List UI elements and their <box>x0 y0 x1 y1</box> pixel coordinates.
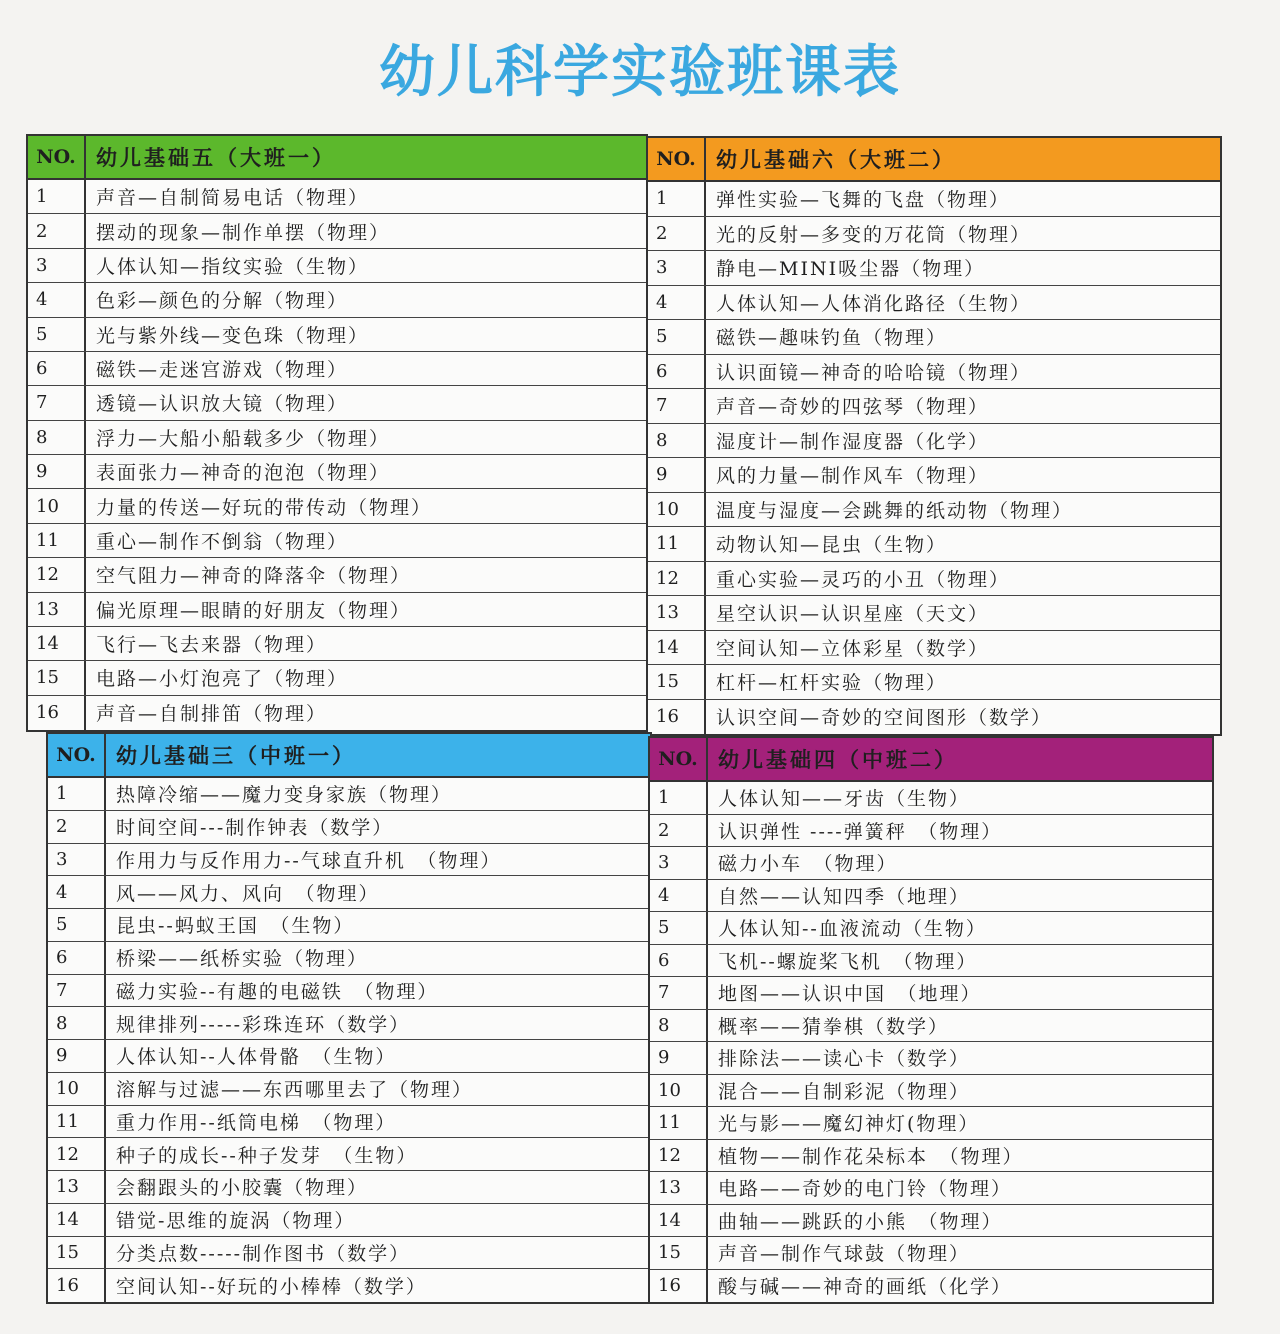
lesson-title: 昆虫--蚂蚁王国 （生物） <box>116 915 355 938</box>
lesson-title: 会翻跟头的小胶囊（物理） <box>116 1177 369 1200</box>
lesson-title: 风的力量—制作风车（物理） <box>716 465 990 488</box>
lesson-number: 7 <box>648 389 706 423</box>
table-row <box>648 389 1220 424</box>
lesson-title: 摆动的现象—制作单摆（物理） <box>96 221 391 244</box>
table-row <box>48 844 650 877</box>
column-header-no: NO. <box>48 734 106 776</box>
lesson-number: 15 <box>648 665 706 699</box>
lesson-title: 种子的成长--种子发芽 （生物） <box>116 1144 418 1167</box>
lesson-title: 认识空间—奇妙的空间图形（数学） <box>716 707 1053 730</box>
lesson-number: 13 <box>48 1171 106 1203</box>
table-row <box>28 489 646 523</box>
lesson-number: 12 <box>648 562 706 596</box>
lesson-number: 11 <box>650 1107 708 1139</box>
lesson-title: 分类点数-----制作图书（数学） <box>116 1242 411 1265</box>
lesson-number: 6 <box>648 355 706 389</box>
table-row <box>48 1269 650 1302</box>
table-row <box>28 249 646 283</box>
lesson-number: 9 <box>650 1042 708 1074</box>
table-row <box>648 286 1220 321</box>
lesson-number: 14 <box>648 631 706 665</box>
column-header-no: NO. <box>650 738 708 780</box>
lesson-title: 表面张力—神奇的泡泡（物理） <box>96 462 391 485</box>
table-row <box>28 180 646 214</box>
table-row <box>28 696 646 730</box>
lesson-number: 5 <box>28 318 86 351</box>
table-row <box>650 1107 1212 1140</box>
lesson-title: 人体认知--人体骨骼 （生物） <box>116 1046 397 1069</box>
lesson-title: 电路——奇妙的电门铃（物理） <box>718 1178 1013 1201</box>
page-title: 幼儿科学实验班课表 <box>379 40 901 105</box>
lesson-title: 杠杆—杠杆实验（物理） <box>716 672 948 695</box>
lesson-number: 9 <box>28 455 86 488</box>
lesson-number: 4 <box>650 880 708 912</box>
table-row <box>28 421 646 455</box>
lesson-number: 14 <box>650 1205 708 1237</box>
table-row <box>650 912 1212 945</box>
table-header <box>28 136 646 180</box>
table-row <box>648 700 1220 735</box>
table-row <box>648 320 1220 355</box>
lesson-title: 温度与湿度—会跳舞的纸动物（物理） <box>716 499 1074 522</box>
lesson-title: 浮力—大船小船载多少（物理） <box>96 427 391 450</box>
lesson-number: 3 <box>48 844 106 876</box>
lesson-title: 星空认识—认识星座（天文） <box>716 603 990 626</box>
lesson-number: 14 <box>48 1204 106 1236</box>
lesson-title: 错觉-思维的旋涡（物理） <box>116 1210 356 1233</box>
lesson-number: 12 <box>650 1140 708 1172</box>
lesson-title: 飞行—飞去来器（物理） <box>96 634 328 657</box>
lesson-title: 重心—制作不倒翁（物理） <box>96 530 349 553</box>
lesson-number: 13 <box>648 596 706 630</box>
lesson-title: 桥梁——纸桥实验（物理） <box>116 948 369 971</box>
table-row <box>650 1270 1212 1303</box>
table-heading: 幼儿基础三（中班一） <box>116 743 356 768</box>
lesson-number: 15 <box>28 661 86 694</box>
lesson-number: 1 <box>28 180 86 213</box>
table-row <box>48 1138 650 1171</box>
table-row <box>48 876 650 909</box>
table-row <box>28 558 646 592</box>
lesson-title: 规律排列-----彩珠连环（数学） <box>116 1013 411 1036</box>
lesson-number: 4 <box>648 286 706 320</box>
lesson-number: 8 <box>650 1010 708 1042</box>
lesson-number: 9 <box>48 1040 106 1072</box>
lesson-number: 10 <box>28 489 86 522</box>
lesson-number: 10 <box>48 1073 106 1105</box>
table-row <box>648 665 1220 700</box>
lesson-title: 热障冷缩——魔力变身家族（物理） <box>116 784 453 807</box>
table-row <box>648 355 1220 390</box>
table-row <box>28 318 646 352</box>
schedule-table-middle-class-1 <box>46 732 652 1304</box>
lesson-title: 色彩—颜色的分解（物理） <box>96 290 349 313</box>
schedule-table-large-class-1 <box>26 134 648 732</box>
lesson-number: 4 <box>48 876 106 908</box>
table-row <box>650 1075 1212 1108</box>
table-row <box>650 1172 1212 1205</box>
lesson-title: 静电—MINI吸尘器（物理） <box>716 258 986 281</box>
lesson-title: 植物——制作花朵标本 （物理） <box>718 1145 1024 1168</box>
lesson-number: 3 <box>650 847 708 879</box>
lesson-title: 磁铁—趣味钓鱼（物理） <box>716 327 948 350</box>
lesson-title: 排除法——读心卡（数学） <box>718 1048 971 1071</box>
table-row <box>28 352 646 386</box>
lesson-title: 动物认知—昆虫（生物） <box>716 534 948 557</box>
lesson-number: 15 <box>650 1237 708 1269</box>
lesson-title: 空间认知--好玩的小棒棒（数学） <box>116 1276 427 1299</box>
lesson-title: 光与影——魔幻神灯(物理） <box>718 1113 980 1136</box>
lesson-number: 16 <box>650 1270 708 1303</box>
lesson-title: 透镜—认识放大镜（物理） <box>96 393 349 416</box>
lesson-title: 力量的传送—好玩的带传动（物理） <box>96 496 433 519</box>
table-row <box>650 1205 1212 1238</box>
table-row <box>48 1171 650 1204</box>
table-row <box>48 811 650 844</box>
lesson-title: 声音—制作气球鼓（物理） <box>718 1243 971 1266</box>
table-header <box>648 138 1220 182</box>
lesson-number: 4 <box>28 283 86 316</box>
lesson-number: 6 <box>48 942 106 974</box>
table-row <box>648 217 1220 252</box>
table-row <box>48 1073 650 1106</box>
lesson-number: 7 <box>650 977 708 1009</box>
table-row <box>648 458 1220 493</box>
table-row <box>48 975 650 1008</box>
lesson-number: 11 <box>48 1106 106 1138</box>
table-header <box>650 738 1212 782</box>
lesson-title: 重力作用--纸筒电梯 （物理） <box>116 1111 397 1134</box>
lesson-number: 13 <box>650 1172 708 1204</box>
table-row <box>48 1040 650 1073</box>
lesson-title: 时间空间---制作钟表（数学） <box>116 817 394 840</box>
lesson-title: 重心实验—灵巧的小丑（物理） <box>716 568 1011 591</box>
table-row <box>48 1204 650 1237</box>
lesson-number: 12 <box>48 1138 106 1170</box>
table-row <box>650 945 1212 978</box>
lesson-number: 3 <box>28 249 86 282</box>
lesson-number: 8 <box>28 421 86 454</box>
lesson-title: 风——风力、风向 （物理） <box>116 882 380 905</box>
lesson-title: 声音—自制简易电话（物理） <box>96 187 370 210</box>
lesson-title: 酸与碱——神奇的画纸（化学） <box>718 1276 1013 1299</box>
table-row <box>650 847 1212 880</box>
lesson-number: 2 <box>650 815 708 847</box>
lesson-number: 8 <box>48 1007 106 1039</box>
table-row <box>28 283 646 317</box>
lesson-number: 16 <box>28 696 86 730</box>
table-row <box>48 1007 650 1040</box>
lesson-number: 12 <box>28 558 86 591</box>
lesson-number: 15 <box>48 1237 106 1269</box>
lesson-number: 10 <box>650 1075 708 1107</box>
lesson-title: 曲轴——跳跃的小熊 （物理） <box>718 1210 1003 1233</box>
lesson-number: 5 <box>48 909 106 941</box>
table-row <box>648 182 1220 217</box>
table-heading: 幼儿基础六（大班二） <box>716 147 956 172</box>
table-row <box>650 815 1212 848</box>
table-row <box>28 386 646 420</box>
table-row <box>28 661 646 695</box>
table-row <box>48 778 650 811</box>
lesson-number: 8 <box>648 424 706 458</box>
lesson-title: 声音—奇妙的四弦琴（物理） <box>716 396 990 419</box>
table-row <box>648 424 1220 459</box>
lesson-number: 16 <box>648 700 706 735</box>
schedule-table-middle-class-2 <box>648 736 1214 1304</box>
lesson-title: 溶解与过滤——东西哪里去了（物理） <box>116 1079 474 1102</box>
column-header-no: NO. <box>28 136 86 178</box>
lesson-number: 2 <box>48 811 106 843</box>
table-row <box>48 942 650 975</box>
lesson-title: 人体认知--血液流动（生物） <box>718 918 987 941</box>
table-row <box>48 1106 650 1139</box>
lesson-title: 飞机--螺旋桨飞机 （物理） <box>718 950 978 973</box>
lesson-title: 人体认知—人体消化路径（生物） <box>716 292 1032 315</box>
lesson-title: 自然——认知四季（地理） <box>718 885 971 908</box>
lesson-title: 弹性实验—飞舞的飞盘（物理） <box>716 189 1011 212</box>
lesson-number: 1 <box>650 782 708 814</box>
lesson-number: 1 <box>648 182 706 216</box>
table-row <box>648 493 1220 528</box>
lesson-number: 6 <box>650 945 708 977</box>
table-row <box>28 593 646 627</box>
lesson-number: 9 <box>648 458 706 492</box>
lesson-number: 7 <box>48 975 106 1007</box>
table-heading: 幼儿基础四（中班二） <box>718 747 958 772</box>
table-row <box>648 631 1220 666</box>
table-heading: 幼儿基础五（大班一） <box>96 145 336 170</box>
table-row <box>648 562 1220 597</box>
lesson-title: 湿度计—制作湿度器（化学） <box>716 430 990 453</box>
table-header <box>48 734 650 778</box>
lesson-number: 14 <box>28 627 86 660</box>
lesson-title: 作用力与反作用力--气球直升机 （物理） <box>116 849 502 872</box>
table-row <box>28 524 646 558</box>
lesson-title: 光与紫外线—变色珠（物理） <box>96 324 370 347</box>
table-row <box>648 251 1220 286</box>
table-row <box>648 527 1220 562</box>
lesson-title: 空间认知—立体彩星（数学） <box>716 637 990 660</box>
table-row <box>28 455 646 489</box>
lesson-title: 人体认知——牙齿（生物） <box>718 788 971 811</box>
lesson-number: 13 <box>28 593 86 626</box>
table-row <box>48 1237 650 1270</box>
table-row <box>650 1042 1212 1075</box>
lesson-title: 光的反射—多变的万花筒（物理） <box>716 223 1032 246</box>
lesson-title: 空气阻力—神奇的降落伞（物理） <box>96 565 412 588</box>
lesson-number: 2 <box>28 214 86 247</box>
table-row <box>650 782 1212 815</box>
lesson-number: 6 <box>28 352 86 385</box>
lesson-number: 2 <box>648 217 706 251</box>
table-row <box>28 214 646 248</box>
lesson-title: 地图——认识中国 （地理） <box>718 983 982 1006</box>
lesson-number: 11 <box>28 524 86 557</box>
lesson-title: 磁力实验--有趣的电磁铁 （物理） <box>116 980 439 1003</box>
table-row <box>48 909 650 942</box>
table-row <box>28 627 646 661</box>
lesson-number: 1 <box>48 778 106 810</box>
table-row <box>650 1237 1212 1270</box>
lesson-title: 偏光原理—眼睛的好朋友（物理） <box>96 599 412 622</box>
lesson-title: 混合——自制彩泥（物理） <box>718 1080 971 1103</box>
lesson-number: 5 <box>650 912 708 944</box>
table-row <box>650 1010 1212 1043</box>
lesson-title: 磁力小车 （物理） <box>718 853 898 876</box>
lesson-title: 磁铁—走迷宫游戏（物理） <box>96 359 349 382</box>
table-row <box>648 596 1220 631</box>
lesson-number: 11 <box>648 527 706 561</box>
lesson-number: 7 <box>28 386 86 419</box>
schedule-table-large-class-2 <box>646 136 1222 736</box>
lesson-number: 10 <box>648 493 706 527</box>
lesson-number: 5 <box>648 320 706 354</box>
lesson-title: 声音—自制排笛（物理） <box>96 703 328 726</box>
lesson-title: 电路—小灯泡亮了（物理） <box>96 668 349 691</box>
table-row <box>650 880 1212 913</box>
lesson-title: 认识弹性 ----弹簧秤 （物理） <box>718 820 1003 843</box>
table-row <box>650 977 1212 1010</box>
lesson-title: 认识面镜—神奇的哈哈镜（物理） <box>716 361 1032 384</box>
lesson-number: 16 <box>48 1269 106 1302</box>
lesson-title: 概率——猜拳棋（数学） <box>718 1015 950 1038</box>
column-header-no: NO. <box>648 138 706 180</box>
lesson-number: 3 <box>648 251 706 285</box>
lesson-title: 人体认知—指纹实验（生物） <box>96 255 370 278</box>
table-row <box>650 1140 1212 1173</box>
